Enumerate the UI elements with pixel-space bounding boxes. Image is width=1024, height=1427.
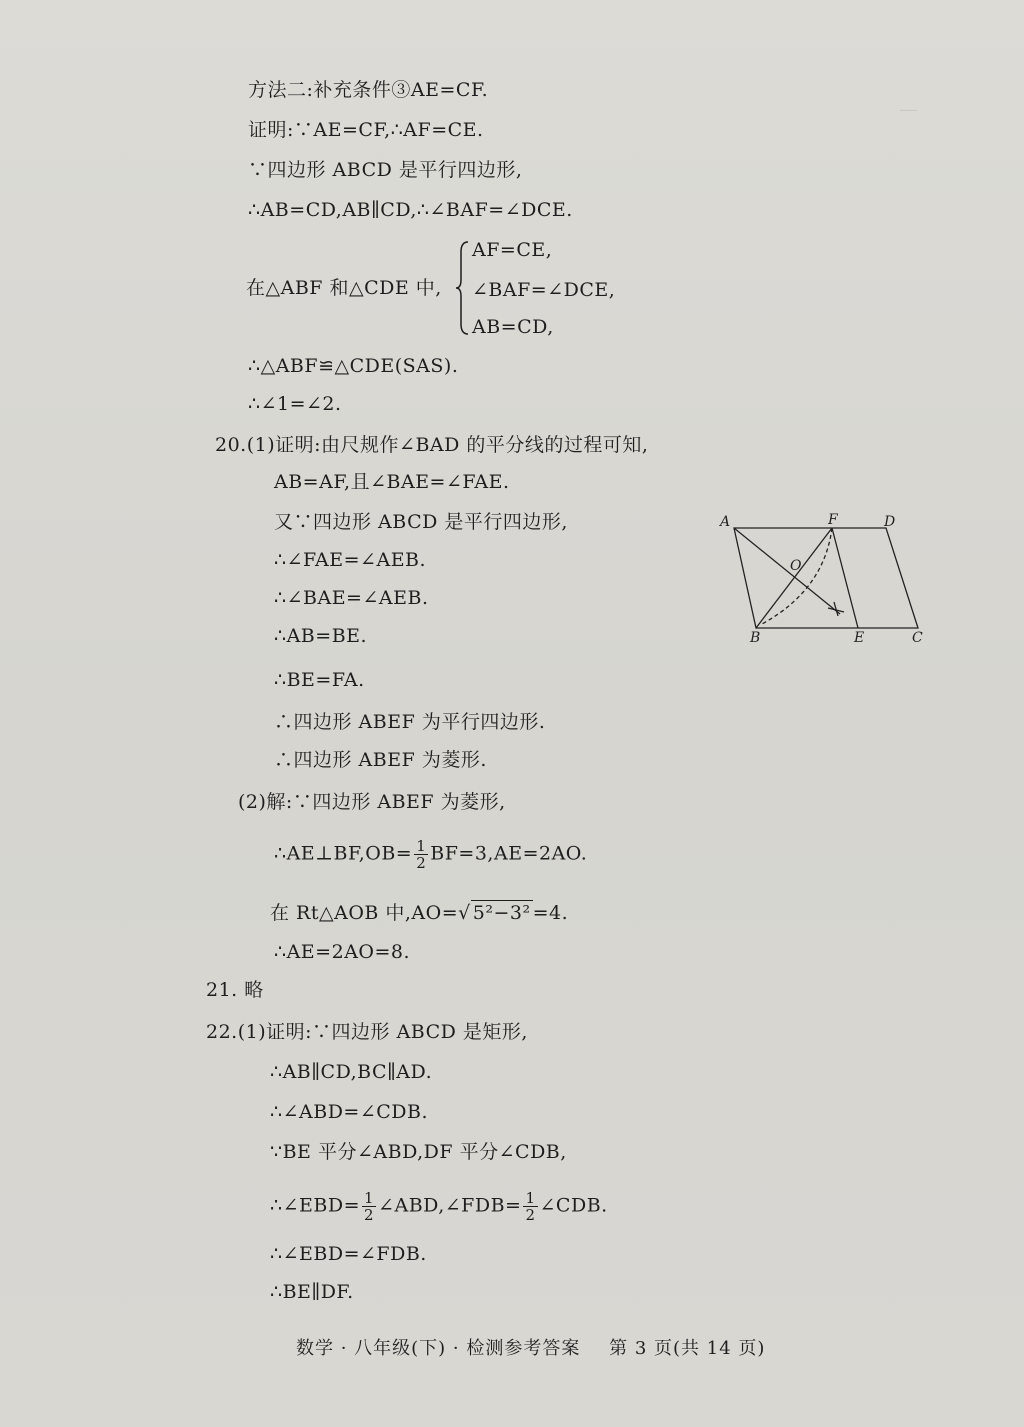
label-c: C [912,630,923,646]
q22-line-6: ∴∠EBD=∠FDB. [270,1243,427,1265]
fraction-denominator: 2 [416,854,427,872]
fraction-half [414,838,428,871]
q22-line-5-start: ∴∠EBD= [270,1194,360,1217]
line-ab-cd: ∴AB=CD,AB∥CD,∴∠BAF=∠DCE. [248,199,573,221]
q20-line-3: 又∵四边形 ABCD 是平行四边形, [274,511,568,533]
q21-answer: 21. 略 [206,979,264,1001]
label-e: E [854,630,865,646]
q20-line-4: ∴∠FAE=∠AEB. [274,549,427,571]
q20-line-11 [274,838,587,871]
q22-part1-header: 22.(1)证明:∵四边形 ABCD 是矩形, [206,1021,528,1043]
parallelogram-abcd [734,528,918,628]
system-eq-1: AF=CE, [472,239,553,261]
label-a: A [720,514,731,530]
line-congruence: ∴△ABF≌△CDE(SAS). [248,355,459,377]
segment-fe [832,528,858,628]
q22-line-2: ∴AB∥CD,BC∥AD. [270,1061,433,1083]
parallelogram-figure [712,510,942,650]
q22-line-7: ∴BE∥DF. [270,1281,354,1303]
q20-line-12-start: 在 Rt△AOB 中,AO= [270,902,459,924]
fraction-half-2 [523,1190,537,1223]
q20-line-13: ∴AE=2AO=8. [274,941,411,963]
q20-line-12 [270,900,568,925]
line-triangle-intro: 在△ABF 和△CDE 中, [246,277,442,299]
q22-line-5 [270,1190,608,1223]
line-method-two: 方法二:补充条件③AE=CF. [248,79,489,101]
q20-line-11-start: ∴AE⊥BF,OB= [274,842,413,865]
footer-page-number: 第 3 页(共 14 页) [609,1338,766,1359]
q20-part2-header: (2)解:∵四边形 ABEF 为菱形, [238,791,506,813]
sqrt-radicand: 5²−3² [472,902,531,924]
system-eq-2: ∠BAF=∠DCE, [472,279,616,301]
q20-line-11-end: BF=3,AE=2AO. [430,842,588,865]
fraction-denominator: 2 [364,1206,375,1224]
line-angle-equal: ∴∠1=∠2. [248,393,342,415]
q22-line-4: ∵BE 平分∠ABD,DF 平分∠CDB, [270,1141,567,1163]
fraction-numerator: 1 [364,1189,375,1207]
system-eq-3: AB=CD, [472,316,554,338]
system-brace [456,240,470,336]
page-footer [296,1334,787,1360]
footer-subject: 数学 · 八年级(下) · 检测参考答案 [296,1338,581,1359]
line-proof-start: 证明:∵AE=CF,∴AF=CE. [248,119,484,141]
fraction-denominator: 2 [525,1206,536,1224]
label-f: F [828,512,838,528]
fraction-numerator: 1 [525,1189,536,1207]
q20-line-5: ∴∠BAE=∠AEB. [274,587,429,609]
fraction-half-1 [362,1190,376,1223]
fraction-numerator: 1 [416,837,427,855]
label-b: B [750,630,761,646]
q20-part1-header: 20.(1)证明:由尺规作∠BAD 的平分线的过程可知, [215,434,649,456]
label-o: O [790,558,802,574]
q22-line-5-middle: ∠ABD,∠FDB= [378,1194,522,1217]
segment-bf [756,528,832,628]
q20-line-9: ∴四边形 ABEF 为菱形. [274,749,487,771]
q20-line-8: ∴四边形 ABEF 为平行四边形. [274,711,546,733]
q20-line-6: ∴AB=BE. [274,625,368,647]
line-parallelogram: ∵四边形 ABCD 是平行四边形, [248,159,523,181]
q22-line-5-end: ∠CDB. [539,1194,608,1217]
sqrt-sign: √ [458,902,471,924]
q20-line-7: ∴BE=FA. [274,669,365,691]
q20-line-12-end: =4. [532,902,569,924]
bleed-through-text: ― [900,100,917,120]
label-d: D [884,514,896,530]
q22-line-3: ∴∠ABD=∠CDB. [270,1101,429,1123]
q20-line-2: AB=AF,且∠BAE=∠FAE. [274,471,510,493]
